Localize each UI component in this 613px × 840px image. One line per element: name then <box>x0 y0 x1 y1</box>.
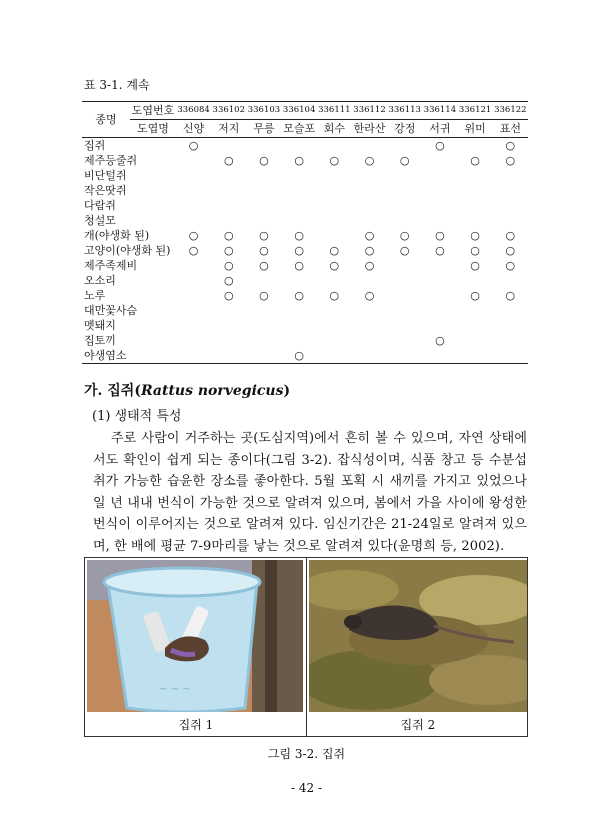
empty-cell <box>458 333 493 348</box>
presence-mark: ○ <box>294 259 304 272</box>
presence-mark: ○ <box>329 289 340 302</box>
empty-cell <box>493 303 528 318</box>
empty-cell <box>493 198 528 213</box>
empty-cell <box>282 138 317 154</box>
map-code-cell: 336121 <box>458 102 493 120</box>
empty-cell <box>317 333 352 348</box>
presence-mark: ○ <box>259 244 269 257</box>
species-name: 고양이(야생화 된) <box>84 244 171 257</box>
presence-mark: ○ <box>329 154 340 167</box>
species-name: 청설모 <box>84 214 116 227</box>
empty-cell <box>211 183 246 198</box>
presence-mark: ○ <box>364 289 375 302</box>
presence-mark: ○ <box>329 244 340 257</box>
empty-cell <box>176 333 211 348</box>
presence-mark: ○ <box>399 154 410 167</box>
empty-cell <box>317 228 352 243</box>
presence-mark: ○ <box>435 229 445 242</box>
species-name: 제주족제비 <box>84 259 138 272</box>
presence-mark: ○ <box>294 289 304 302</box>
empty-cell <box>458 273 493 288</box>
presence-mark: ○ <box>223 259 234 272</box>
table-row <box>82 153 528 168</box>
presence-mark: ○ <box>294 244 304 257</box>
rat-photo-trashcan <box>87 560 303 712</box>
empty-cell <box>458 348 493 364</box>
empty-cell <box>352 198 387 213</box>
empty-cell <box>422 168 457 183</box>
empty-cell <box>211 348 246 364</box>
empty-cell <box>176 153 211 168</box>
empty-cell <box>387 333 422 348</box>
presence-mark: ○ <box>505 289 516 302</box>
presence-mark: ○ <box>435 139 445 152</box>
empty-cell <box>282 303 317 318</box>
species-name: 대만꽃사슴 <box>84 304 138 317</box>
species-name: 비단털쥐 <box>84 169 127 182</box>
empty-cell <box>317 198 352 213</box>
empty-cell <box>387 288 422 303</box>
empty-cell <box>317 213 352 228</box>
body-paragraph: 주로 사람이 거주하는 곳(도심지역)에서 흔히 볼 수 있으며, 자연 상태에서도 확인이 쉽게 되는 종이다(그림 3-2). 잡식성이며, 식품 창고 등 수분섭취가 가능한 습윤한 장소를 좋아한다. 5월 포획 시 새끼를 가지고 있었으나 일 년 내내 번식이 가능한 것으로 알려져 있으며, 봄에서 가을 사이에 왕성한 번식이 이루어지는 것으로 알려져 있다. 임신기간은 21-24일로 알려져 있으며, 한 배에 평균 7-9마리를 낳는 것으로 알려져 있다(윤명희 등, 2002). <box>93 431 527 554</box>
map-name-cell: 표선 <box>493 120 528 138</box>
svg-text:~ ~ ~: ~ ~ ~ <box>159 684 191 695</box>
section-subtitle: (1) 생태적 특성 <box>92 409 182 424</box>
empty-cell <box>387 273 422 288</box>
empty-cell <box>246 333 281 348</box>
empty-cell <box>387 258 422 273</box>
species-name: 다람쥐 <box>84 199 116 212</box>
presence-mark: ○ <box>188 139 199 152</box>
empty-cell <box>282 333 317 348</box>
presence-mark: ○ <box>470 229 480 242</box>
page-number: - 42 - <box>290 781 322 795</box>
presence-mark: ○ <box>470 244 480 257</box>
table-row <box>82 303 528 318</box>
empty-cell <box>246 183 281 198</box>
table-row <box>82 198 528 213</box>
presence-mark: ○ <box>364 259 375 272</box>
map-code-cell: 336114 <box>422 102 457 120</box>
empty-cell <box>176 198 211 213</box>
presence-mark: ○ <box>282 348 317 364</box>
map-name-cell: 한라산 <box>352 120 387 138</box>
photo2-label: 집쥐 2 <box>400 718 436 732</box>
empty-cell <box>387 213 422 228</box>
empty-cell <box>493 273 528 288</box>
species-name: 제주등줄쥐 <box>84 154 138 167</box>
table-row <box>82 333 528 348</box>
empty-cell <box>211 333 246 348</box>
empty-cell <box>352 213 387 228</box>
species-header: 종명 <box>82 102 130 138</box>
table-row <box>82 168 528 183</box>
empty-cell <box>246 198 281 213</box>
species-name: 집쥐 <box>84 139 106 152</box>
presence-mark: ○ <box>505 244 516 257</box>
species-name: 집토끼 <box>84 334 116 347</box>
empty-cell <box>317 183 352 198</box>
empty-cell <box>282 273 317 288</box>
presence-mark: ○ <box>259 289 269 302</box>
empty-cell <box>387 303 422 318</box>
figure-caption: 그림 3-2. 집쥐 <box>267 747 346 761</box>
table-row <box>82 183 528 198</box>
empty-cell <box>176 303 211 318</box>
presence-mark: ○ <box>188 229 199 242</box>
empty-cell <box>352 348 387 364</box>
presence-mark: ○ <box>259 259 269 272</box>
empty-cell <box>176 213 211 228</box>
empty-cell <box>352 138 387 154</box>
empty-cell <box>211 168 246 183</box>
presence-mark: ○ <box>259 229 269 242</box>
empty-cell <box>176 288 211 303</box>
map-code-cell: 336122 <box>493 102 528 120</box>
empty-cell <box>422 183 457 198</box>
empty-cell <box>352 333 387 348</box>
code-header: 도엽번호 <box>130 102 176 120</box>
empty-cell <box>282 183 317 198</box>
latin-name: Rattus norvegicus <box>140 383 284 399</box>
presence-mark: ○ <box>505 154 516 167</box>
presence-mark: ○ <box>470 259 480 272</box>
empty-cell <box>282 198 317 213</box>
empty-cell <box>493 213 528 228</box>
presence-mark: ○ <box>505 139 516 152</box>
empty-cell <box>422 153 457 168</box>
presence-mark: ○ <box>399 244 410 257</box>
presence-mark: ○ <box>223 154 234 167</box>
empty-cell <box>458 138 493 154</box>
empty-cell <box>493 318 528 333</box>
empty-cell <box>458 198 493 213</box>
species-name: 작은땃쥐 <box>84 184 127 197</box>
empty-cell <box>352 303 387 318</box>
empty-cell <box>422 318 457 333</box>
section-title: 가. 집쥐(Rattus norvegicus) <box>84 383 291 399</box>
empty-cell <box>493 168 528 183</box>
empty-cell <box>282 318 317 333</box>
empty-cell <box>176 318 211 333</box>
empty-cell <box>246 213 281 228</box>
empty-cell <box>282 168 317 183</box>
presence-mark: ○ <box>259 154 269 167</box>
empty-cell <box>387 198 422 213</box>
species-name: 오소리 <box>84 274 116 287</box>
species-name: 개(야생화 된) <box>84 229 150 242</box>
map-name-cell: 저지 <box>211 120 246 138</box>
map-code-cell: 336113 <box>387 102 422 120</box>
map-code-cell: 336111 <box>317 102 352 120</box>
empty-cell <box>211 318 246 333</box>
empty-cell <box>422 258 457 273</box>
empty-cell <box>352 318 387 333</box>
presence-mark: ○ <box>329 259 340 272</box>
map-code-cell: 336112 <box>352 102 387 120</box>
empty-cell <box>422 348 457 364</box>
empty-cell <box>246 303 281 318</box>
presence-mark: ○ <box>223 244 234 257</box>
presence-mark: ○ <box>223 274 234 287</box>
species-name: 야생염소 <box>82 348 176 364</box>
empty-cell <box>176 348 211 364</box>
species-name: 멧돼지 <box>84 319 116 332</box>
empty-cell <box>176 168 211 183</box>
map-name-cell: 무릉 <box>246 120 281 138</box>
empty-cell <box>176 183 211 198</box>
empty-cell <box>176 258 211 273</box>
empty-cell <box>211 138 246 154</box>
empty-cell <box>458 318 493 333</box>
presence-mark: ○ <box>505 259 516 272</box>
empty-cell <box>387 348 422 364</box>
map-name-cell: 신양 <box>176 120 211 138</box>
empty-cell <box>246 348 281 364</box>
table-row <box>82 273 528 288</box>
presence-mark: ○ <box>435 244 445 257</box>
empty-cell <box>352 168 387 183</box>
empty-cell <box>458 168 493 183</box>
species-name: 노루 <box>84 289 106 302</box>
map-name-cell: 회수 <box>317 120 352 138</box>
presence-mark: ○ <box>364 244 375 257</box>
map-name-cell: 강정 <box>387 120 422 138</box>
presence-mark: ○ <box>364 229 375 242</box>
presence-mark: ○ <box>399 229 410 242</box>
species-distribution-table <box>82 101 528 364</box>
empty-cell <box>422 288 457 303</box>
presence-mark: ○ <box>505 229 516 242</box>
empty-cell <box>458 183 493 198</box>
empty-cell <box>422 198 457 213</box>
empty-cell <box>458 303 493 318</box>
presence-mark: ○ <box>470 154 480 167</box>
presence-mark: ○ <box>364 154 375 167</box>
table-row <box>82 213 528 228</box>
rat-photo-grass <box>309 560 527 712</box>
empty-cell <box>493 348 528 364</box>
empty-cell <box>493 333 528 348</box>
empty-cell <box>458 213 493 228</box>
table-row <box>82 258 528 273</box>
table-row <box>82 288 528 303</box>
empty-cell <box>211 198 246 213</box>
empty-cell <box>422 213 457 228</box>
empty-cell <box>246 168 281 183</box>
empty-cell <box>211 213 246 228</box>
empty-cell <box>387 183 422 198</box>
empty-cell <box>317 303 352 318</box>
empty-cell <box>352 273 387 288</box>
map-code-cell: 336103 <box>246 102 281 120</box>
presence-mark: ○ <box>470 289 480 302</box>
map-code-cell: 336084 <box>176 102 211 120</box>
table-row <box>82 243 528 258</box>
empty-cell <box>246 318 281 333</box>
table-caption: 표 3-1. 계속 <box>84 78 150 92</box>
empty-cell <box>493 183 528 198</box>
presence-mark: ○ <box>223 229 234 242</box>
map-name-cell: 위미 <box>458 120 493 138</box>
empty-cell <box>317 348 352 364</box>
map-code-cell: 336104 <box>282 102 317 120</box>
empty-cell <box>317 318 352 333</box>
map-name-cell: 서귀 <box>422 120 457 138</box>
empty-cell <box>387 318 422 333</box>
empty-cell <box>387 138 422 154</box>
table-row <box>82 138 528 154</box>
empty-cell <box>352 183 387 198</box>
photo1-label: 집쥐 1 <box>178 718 214 732</box>
empty-cell <box>176 273 211 288</box>
empty-cell <box>317 168 352 183</box>
empty-cell <box>387 168 422 183</box>
empty-cell <box>282 213 317 228</box>
empty-cell <box>422 303 457 318</box>
table-row <box>82 348 528 364</box>
table-row <box>82 318 528 333</box>
presence-mark: ○ <box>294 229 304 242</box>
presence-mark: ○ <box>188 244 199 257</box>
name-header: 도엽명 <box>130 120 176 138</box>
table-row <box>82 228 528 243</box>
map-name-cell: 모슬포 <box>282 120 317 138</box>
empty-cell <box>246 273 281 288</box>
empty-cell <box>211 303 246 318</box>
empty-cell <box>317 138 352 154</box>
presence-mark: ○ <box>294 154 304 167</box>
presence-mark: ○ <box>223 289 234 302</box>
empty-cell <box>246 138 281 154</box>
figure-divider <box>306 558 307 736</box>
figure-frame <box>84 557 528 737</box>
presence-mark: ○ <box>435 334 445 347</box>
map-code-cell: 336102 <box>211 102 246 120</box>
empty-cell <box>422 273 457 288</box>
empty-cell <box>317 273 352 288</box>
